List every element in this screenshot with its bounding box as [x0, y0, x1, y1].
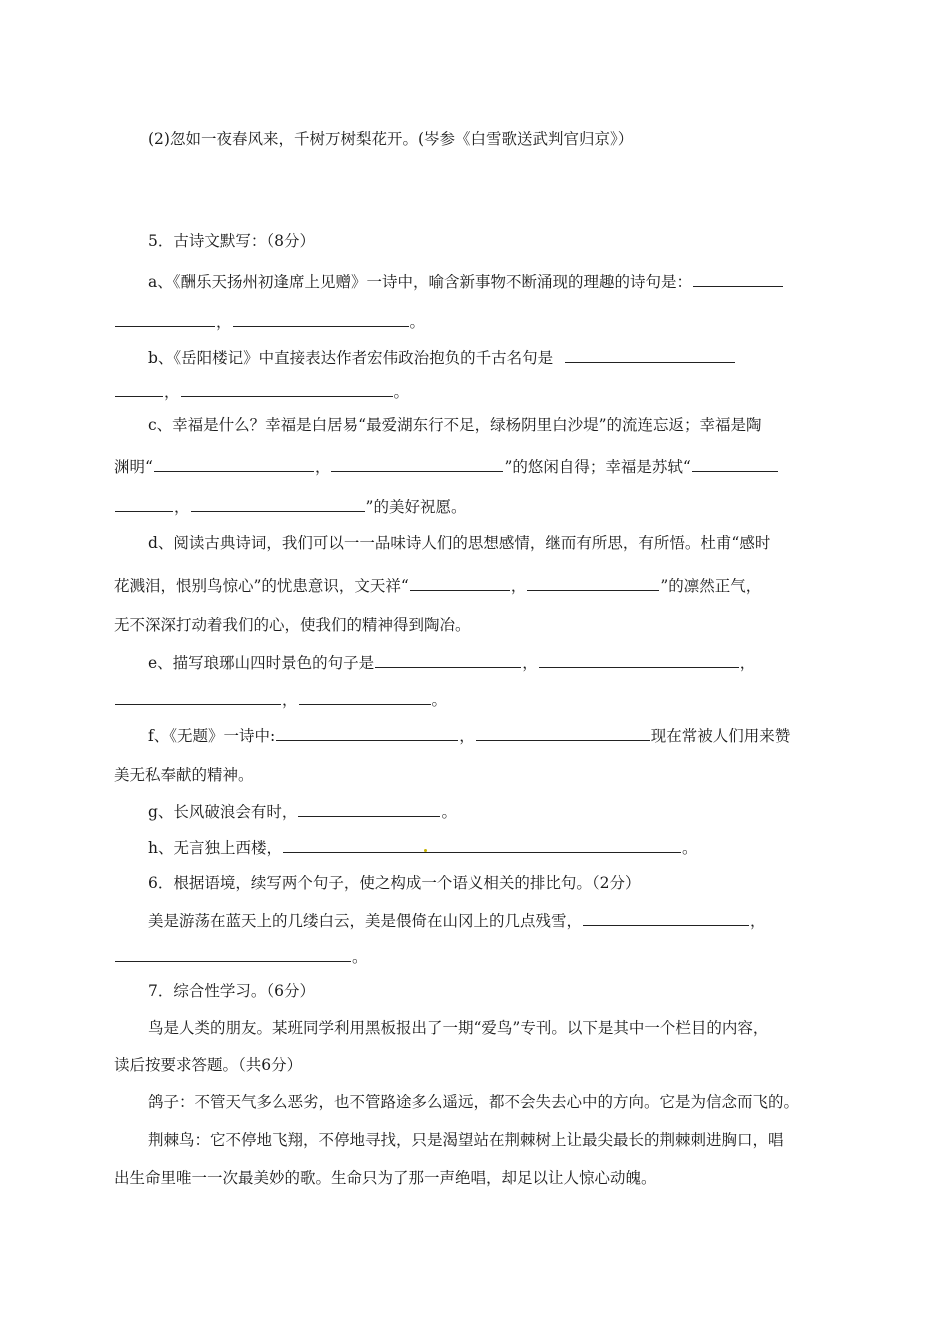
- answer-blank[interactable]: [191, 495, 365, 512]
- q5-c-line3: ， ”的美好祝愿。: [114, 495, 466, 518]
- q7-p1: 鸟是人类的朋友。某班同学利用黑板报出了一期“爱鸟”专刊。以下是其中一个栏目的内容，: [148, 1019, 769, 1037]
- q5-b-line2: ， 。: [114, 380, 409, 403]
- answer-blank[interactable]: [692, 455, 778, 472]
- q7-p1b: 读后按要求答题。（共6分）: [114, 1056, 303, 1074]
- q5-e-line1: e、描写琅琊山四时景色的句子是 ， ，: [148, 651, 755, 674]
- q5-d-line2: 花溅泪，恨别鸟惊心”的忧患意识，文天祥“ ， ”的凛然正气，: [114, 574, 761, 597]
- q5-c-line2: 渊明“ ， ”的悠闲自得；幸福是苏轼“: [114, 455, 779, 478]
- answer-blank[interactable]: [115, 495, 173, 512]
- answer-blank[interactable]: [233, 310, 409, 327]
- q5-h-line: h、无言独上西楼， 。: [148, 836, 698, 859]
- stray-mark: [424, 849, 427, 852]
- answer-blank[interactable]: [115, 380, 163, 397]
- q5-c-line1: c、幸福是什么？幸福是白居易“最爱湖东行不足，绿杨阴里白沙堤”的流连忘返；幸福是陶: [148, 416, 762, 434]
- q5-f-line1: f、《无题》一诗中: ， 现在常被人们用来赞: [148, 724, 790, 747]
- answer-blank[interactable]: [181, 380, 393, 397]
- answer-blank[interactable]: [115, 688, 281, 705]
- answer-blank[interactable]: [375, 651, 521, 668]
- q5-d-line1: d、阅读古典诗词，我们可以一一品味诗人们的思想感情，继而有所思，有所悟。杜甫“感时: [148, 534, 771, 552]
- q7-p2: 鸽子：不管天气多么恶劣，也不管路途多么遥远，都不会失去心中的方向。它是为信念而飞的。: [148, 1093, 800, 1111]
- answer-blank[interactable]: [154, 455, 314, 472]
- answer-blank[interactable]: [283, 836, 681, 853]
- q7-p3b: 出生命里唯一一次最美妙的歌。生命只为了那一声绝唱，却足以让人惊心动魄。: [114, 1169, 657, 1187]
- q7-title: 7．综合性学习。（6分）: [148, 982, 315, 1000]
- answer-blank[interactable]: [115, 945, 351, 962]
- answer-blank[interactable]: [539, 651, 739, 668]
- q7-p3: 荆棘鸟：它不停地飞翔，不停地寻找，只是渴望站在荆棘树上让最尖最长的荆棘刺进胸口，唱: [148, 1131, 784, 1149]
- q5-d-line3: 无不深深打动着我们的心，使我们的精神得到陶冶。: [114, 616, 471, 634]
- q6-title: 6．根据语境，续写两个句子，使之构成一个语义相关的排比句。（2分）: [148, 874, 641, 892]
- q5-b-line1: b、《岳阳楼记》中直接表达作者宏伟政治抱负的千古名句是: [148, 346, 736, 369]
- answer-blank[interactable]: [583, 909, 749, 926]
- q5-a-line1: a、《酬乐天扬州初逢席上见赠》一诗中，喻含新事物不断涌现的理趣的诗句是：: [148, 270, 784, 293]
- q6-line1: 美是游荡在蓝天上的几缕白云，美是偎倚在山冈上的几点残雪， ，: [148, 909, 766, 932]
- answer-blank[interactable]: [298, 800, 440, 817]
- answer-blank[interactable]: [115, 310, 215, 327]
- answer-blank[interactable]: [476, 724, 650, 741]
- answer-blank[interactable]: [527, 574, 659, 591]
- q5-a-line2: ， 。: [114, 310, 425, 333]
- q6-line2: 。: [114, 945, 368, 968]
- answer-blank[interactable]: [693, 270, 783, 287]
- answer-blank[interactable]: [276, 724, 458, 741]
- q5-f-line2: 美无私奉献的精神。: [114, 766, 254, 784]
- q5-title: 5．古诗文默写：（8分）: [148, 232, 315, 250]
- answer-blank[interactable]: [565, 346, 735, 363]
- answer-blank[interactable]: [331, 455, 503, 472]
- q5-g-line: g、长风破浪会有时， 。: [148, 800, 457, 823]
- q5-e-line2: ， 。: [114, 688, 447, 711]
- answer-blank[interactable]: [299, 688, 431, 705]
- answer-blank[interactable]: [410, 574, 510, 591]
- q4-item2: (2)忽如一夜春风来，千树万树梨花开。(岑参《白雪歌送武判官归京》）: [148, 130, 634, 148]
